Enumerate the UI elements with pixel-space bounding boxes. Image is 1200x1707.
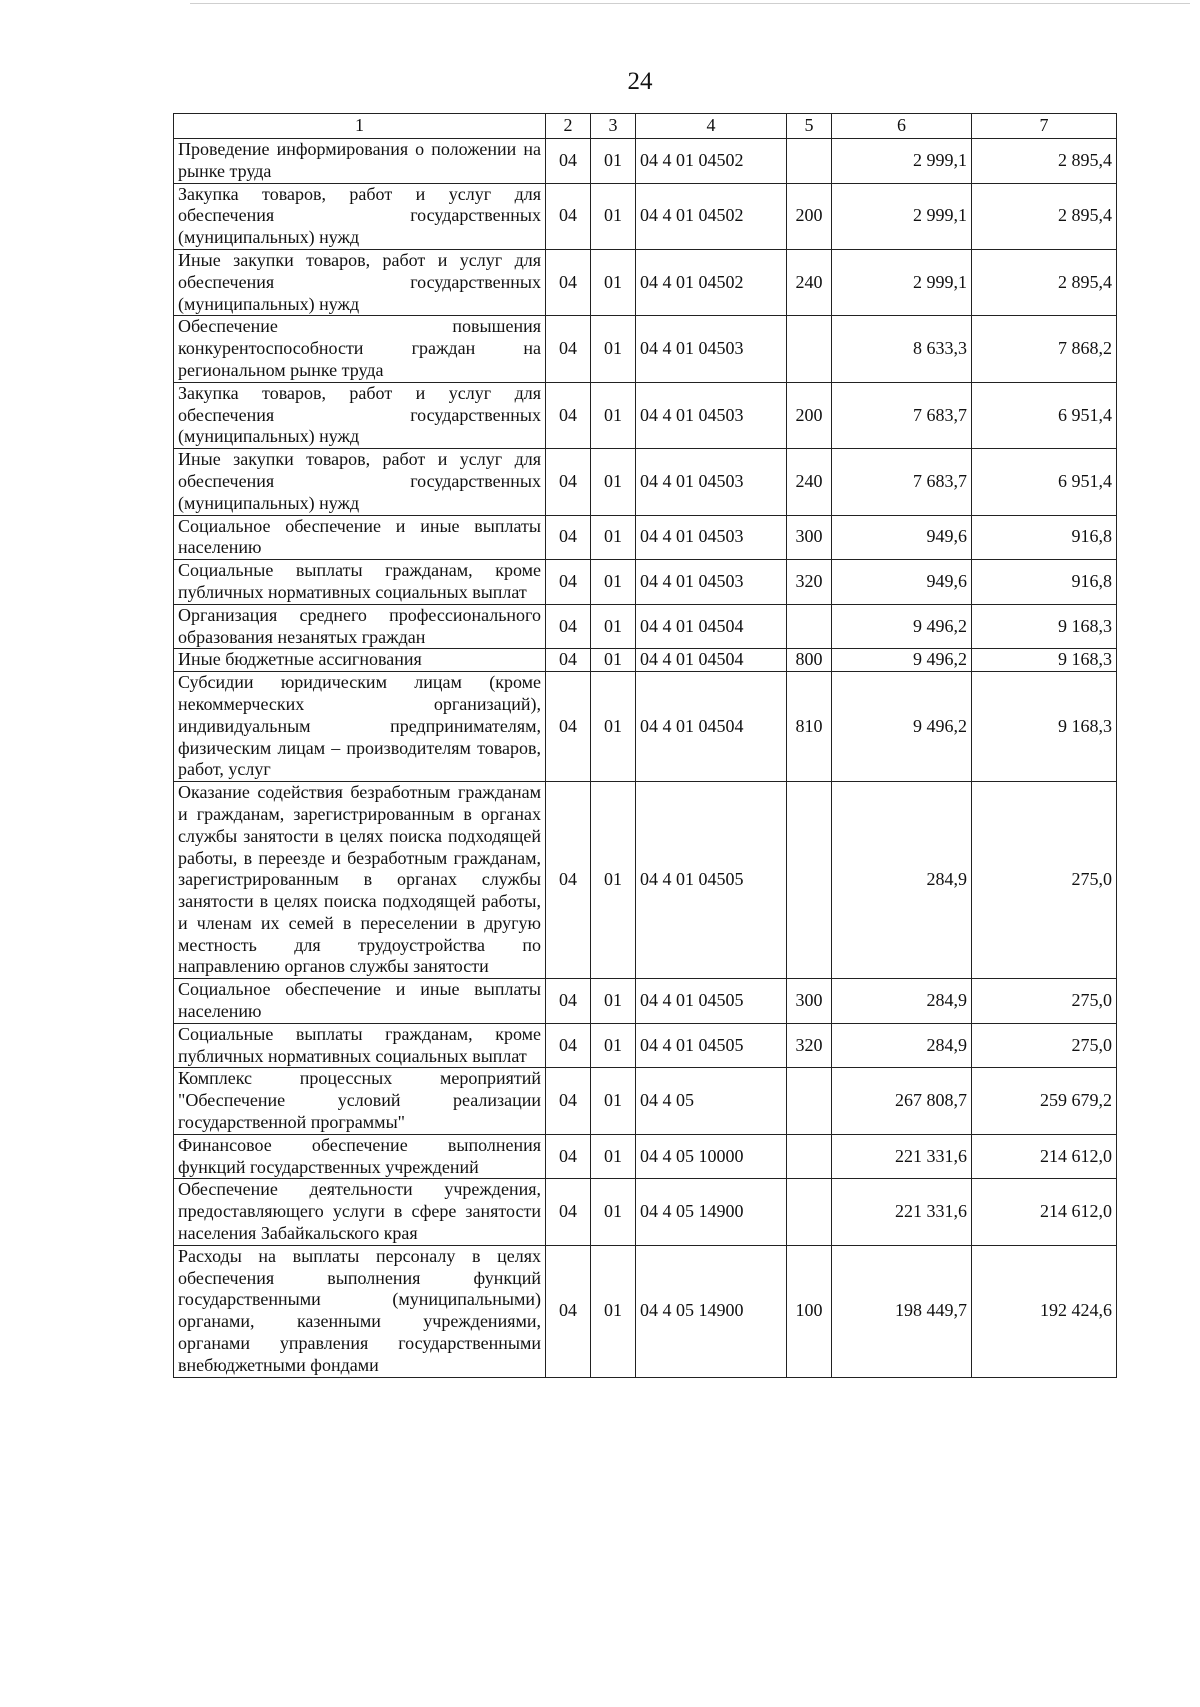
table-row bbox=[174, 979, 1117, 1024]
amount-year-2: 9 168,3 bbox=[972, 649, 1117, 672]
target-article-code: 04 4 05 10000 bbox=[636, 1134, 787, 1179]
table-row bbox=[174, 183, 1117, 249]
section-code: 04 bbox=[546, 139, 591, 184]
row-name: Расходы на выплаты персоналу в целях обеспечения выполнения функций государственными (муниципальными) органами, казенными учреждениями, органами управления государственными внебюджетными фондами bbox=[174, 1245, 546, 1377]
amount-year-2: 7 868,2 bbox=[972, 316, 1117, 382]
row-name: Оказание содействия безработным гражданам и гражданам, зарегистрированным в органах службы занятости в целях поиска подходящей работы, в переезде и безработным гражданам, зарегистрированным в органах службы занятости в целях поиска подходящей работы, и членам их семей в переселении в другую местность для трудоустройства по направлению органов службы занятости bbox=[174, 782, 546, 979]
target-article-code: 04 4 01 04502 bbox=[636, 183, 787, 249]
section-code: 04 bbox=[546, 449, 591, 515]
header-cell: 1 bbox=[174, 114, 546, 139]
amount-year-2: 2 895,4 bbox=[972, 249, 1117, 315]
table-row bbox=[174, 382, 1117, 448]
table-row bbox=[174, 515, 1117, 560]
expense-type-code: 320 bbox=[787, 560, 832, 605]
expense-type-code: 810 bbox=[787, 672, 832, 782]
row-name: Социальное обеспечение и иные выплаты населению bbox=[174, 979, 546, 1024]
section-code: 04 bbox=[546, 1068, 591, 1134]
subsection-code: 01 bbox=[591, 672, 636, 782]
amount-year-2: 259 679,2 bbox=[972, 1068, 1117, 1134]
expense-type-code bbox=[787, 1134, 832, 1179]
target-article-code: 04 4 01 04504 bbox=[636, 649, 787, 672]
subsection-code: 01 bbox=[591, 1245, 636, 1377]
header-cell: 7 bbox=[972, 114, 1117, 139]
expense-type-code: 300 bbox=[787, 979, 832, 1024]
amount-year-1: 9 496,2 bbox=[832, 604, 972, 649]
expense-type-code: 320 bbox=[787, 1023, 832, 1068]
subsection-code: 01 bbox=[591, 249, 636, 315]
subsection-code: 01 bbox=[591, 979, 636, 1024]
expense-type-code bbox=[787, 1068, 832, 1134]
target-article-code: 04 4 05 bbox=[636, 1068, 787, 1134]
row-name: Комплекс процессных мероприятий "Обеспечение условий реализации государственной программы" bbox=[174, 1068, 546, 1134]
table-row bbox=[174, 1023, 1117, 1068]
target-article-code: 04 4 01 04502 bbox=[636, 139, 787, 184]
amount-year-2: 6 951,4 bbox=[972, 449, 1117, 515]
subsection-code: 01 bbox=[591, 316, 636, 382]
amount-year-2: 192 424,6 bbox=[972, 1245, 1117, 1377]
target-article-code: 04 4 01 04503 bbox=[636, 382, 787, 448]
header-cell: 5 bbox=[787, 114, 832, 139]
amount-year-2: 2 895,4 bbox=[972, 183, 1117, 249]
amount-year-1: 2 999,1 bbox=[832, 249, 972, 315]
target-article-code: 04 4 01 04505 bbox=[636, 782, 787, 979]
section-code: 04 bbox=[546, 782, 591, 979]
amount-year-1: 9 496,2 bbox=[832, 649, 972, 672]
row-name: Социальное обеспечение и иные выплаты населению bbox=[174, 515, 546, 560]
amount-year-2: 275,0 bbox=[972, 1023, 1117, 1068]
row-name: Иные бюджетные ассигнования bbox=[174, 649, 546, 672]
amount-year-2: 916,8 bbox=[972, 515, 1117, 560]
section-code: 04 bbox=[546, 1245, 591, 1377]
header-cell: 2 bbox=[546, 114, 591, 139]
subsection-code: 01 bbox=[591, 515, 636, 560]
expense-type-code: 200 bbox=[787, 183, 832, 249]
subsection-code: 01 bbox=[591, 1179, 636, 1245]
table-row bbox=[174, 560, 1117, 605]
section-code: 04 bbox=[546, 979, 591, 1024]
subsection-code: 01 bbox=[591, 604, 636, 649]
amount-year-2: 275,0 bbox=[972, 782, 1117, 979]
amount-year-1: 7 683,7 bbox=[832, 449, 972, 515]
row-name: Социальные выплаты гражданам, кроме публичных нормативных социальных выплат bbox=[174, 560, 546, 605]
table-row bbox=[174, 1134, 1117, 1179]
header-cell: 6 bbox=[832, 114, 972, 139]
target-article-code: 04 4 01 04505 bbox=[636, 979, 787, 1024]
expense-type-code: 240 bbox=[787, 249, 832, 315]
expense-type-code bbox=[787, 782, 832, 979]
row-name: Обеспечение повышения конкурентоспособности граждан на региональном рынке труда bbox=[174, 316, 546, 382]
amount-year-2: 916,8 bbox=[972, 560, 1117, 605]
expense-type-code bbox=[787, 1179, 832, 1245]
amount-year-1: 221 331,6 bbox=[832, 1134, 972, 1179]
target-article-code: 04 4 01 04503 bbox=[636, 449, 787, 515]
section-code: 04 bbox=[546, 515, 591, 560]
target-article-code: 04 4 05 14900 bbox=[636, 1245, 787, 1377]
expense-type-code bbox=[787, 316, 832, 382]
budget-table bbox=[173, 113, 1117, 1378]
table-row bbox=[174, 449, 1117, 515]
amount-year-2: 9 168,3 bbox=[972, 604, 1117, 649]
amount-year-2: 214 612,0 bbox=[972, 1179, 1117, 1245]
expense-type-code: 300 bbox=[787, 515, 832, 560]
amount-year-1: 8 633,3 bbox=[832, 316, 972, 382]
target-article-code: 04 4 01 04503 bbox=[636, 515, 787, 560]
subsection-code: 01 bbox=[591, 382, 636, 448]
table-row bbox=[174, 1068, 1117, 1134]
table-row bbox=[174, 316, 1117, 382]
row-name: Закупка товаров, работ и услуг для обеспечения государственных (муниципальных) нужд bbox=[174, 183, 546, 249]
section-code: 04 bbox=[546, 1134, 591, 1179]
row-name: Организация среднего профессионального образования незанятых граждан bbox=[174, 604, 546, 649]
expense-type-code bbox=[787, 139, 832, 184]
table-row bbox=[174, 782, 1117, 979]
amount-year-2: 9 168,3 bbox=[972, 672, 1117, 782]
amount-year-1: 9 496,2 bbox=[832, 672, 972, 782]
amount-year-1: 198 449,7 bbox=[832, 1245, 972, 1377]
amount-year-1: 7 683,7 bbox=[832, 382, 972, 448]
row-name: Социальные выплаты гражданам, кроме публичных нормативных социальных выплат bbox=[174, 1023, 546, 1068]
amount-year-1: 221 331,6 bbox=[832, 1179, 972, 1245]
target-article-code: 04 4 01 04504 bbox=[636, 672, 787, 782]
scan-border-line bbox=[190, 3, 1190, 4]
subsection-code: 01 bbox=[591, 139, 636, 184]
table-row bbox=[174, 604, 1117, 649]
amount-year-1: 2 999,1 bbox=[832, 183, 972, 249]
amount-year-2: 2 895,4 bbox=[972, 139, 1117, 184]
row-name: Иные закупки товаров, работ и услуг для обеспечения государственных (муниципальных) нужд bbox=[174, 449, 546, 515]
amount-year-1: 267 808,7 bbox=[832, 1068, 972, 1134]
table-row bbox=[174, 1179, 1117, 1245]
section-code: 04 bbox=[546, 649, 591, 672]
subsection-code: 01 bbox=[591, 1134, 636, 1179]
subsection-code: 01 bbox=[591, 560, 636, 605]
section-code: 04 bbox=[546, 316, 591, 382]
amount-year-2: 6 951,4 bbox=[972, 382, 1117, 448]
section-code: 04 bbox=[546, 1179, 591, 1245]
amount-year-1: 2 999,1 bbox=[832, 139, 972, 184]
expense-type-code: 200 bbox=[787, 382, 832, 448]
header-cell: 4 bbox=[636, 114, 787, 139]
table-row bbox=[174, 672, 1117, 782]
subsection-code: 01 bbox=[591, 1068, 636, 1134]
amount-year-2: 275,0 bbox=[972, 979, 1117, 1024]
target-article-code: 04 4 01 04503 bbox=[636, 316, 787, 382]
amount-year-1: 949,6 bbox=[832, 515, 972, 560]
expense-type-code: 100 bbox=[787, 1245, 832, 1377]
target-article-code: 04 4 05 14900 bbox=[636, 1179, 787, 1245]
row-name: Финансовое обеспечение выполнения функций государственных учреждений bbox=[174, 1134, 546, 1179]
row-name: Проведение информирования о положении на рынке труда bbox=[174, 139, 546, 184]
amount-year-2: 214 612,0 bbox=[972, 1134, 1117, 1179]
target-article-code: 04 4 01 04504 bbox=[636, 604, 787, 649]
subsection-code: 01 bbox=[591, 183, 636, 249]
expense-type-code: 800 bbox=[787, 649, 832, 672]
header-cell: 3 bbox=[591, 114, 636, 139]
section-code: 04 bbox=[546, 604, 591, 649]
amount-year-1: 949,6 bbox=[832, 560, 972, 605]
row-name: Закупка товаров, работ и услуг для обеспечения государственных (муниципальных) нужд bbox=[174, 382, 546, 448]
table-row bbox=[174, 249, 1117, 315]
amount-year-1: 284,9 bbox=[832, 979, 972, 1024]
section-code: 04 bbox=[546, 672, 591, 782]
section-code: 04 bbox=[546, 1023, 591, 1068]
row-name: Субсидии юридическим лицам (кроме некоммерческих организаций), индивидуальным предпринимателям, физическим лицам – производителям товаров, работ, услуг bbox=[174, 672, 546, 782]
header-row bbox=[174, 114, 1117, 139]
row-name: Обеспечение деятельности учреждения, предоставляющего услуги в сфере занятости населения Забайкальского края bbox=[174, 1179, 546, 1245]
subsection-code: 01 bbox=[591, 782, 636, 979]
amount-year-1: 284,9 bbox=[832, 1023, 972, 1068]
table-row bbox=[174, 1245, 1117, 1377]
amount-year-1: 284,9 bbox=[832, 782, 972, 979]
target-article-code: 04 4 01 04502 bbox=[636, 249, 787, 315]
page-number: 24 bbox=[627, 68, 653, 95]
target-article-code: 04 4 01 04505 bbox=[636, 1023, 787, 1068]
section-code: 04 bbox=[546, 183, 591, 249]
subsection-code: 01 bbox=[591, 449, 636, 515]
section-code: 04 bbox=[546, 249, 591, 315]
subsection-code: 01 bbox=[591, 1023, 636, 1068]
table-row bbox=[174, 649, 1117, 672]
expense-type-code: 240 bbox=[787, 449, 832, 515]
expense-type-code bbox=[787, 604, 832, 649]
target-article-code: 04 4 01 04503 bbox=[636, 560, 787, 605]
subsection-code: 01 bbox=[591, 649, 636, 672]
table-row bbox=[174, 139, 1117, 184]
row-name: Иные закупки товаров, работ и услуг для обеспечения государственных (муниципальных) нужд bbox=[174, 249, 546, 315]
section-code: 04 bbox=[546, 382, 591, 448]
section-code: 04 bbox=[546, 560, 591, 605]
